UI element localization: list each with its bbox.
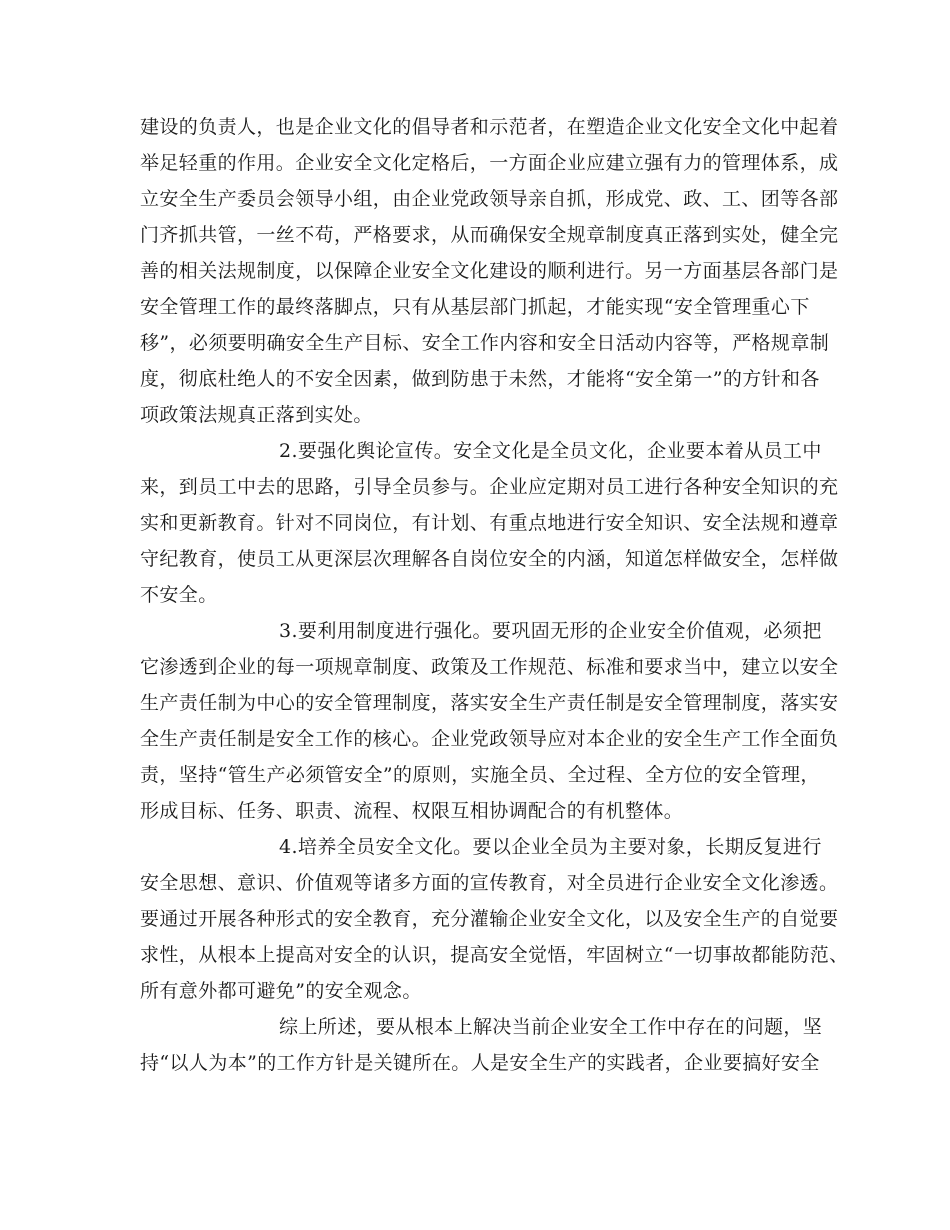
text-line: 守纪教育，使员工从更深层次理解各自岗位安全的内涵，知道怎样做安全，怎样做 [140,548,839,570]
text-line: 举足轻重的作用。企业安全文化定格后，一方面企业应建立强有力的管理体系，成 [140,152,839,174]
text-line: 度，彻底杜绝人的不安全因素，做到防患于未然，才能将“安全第一”的方针和各 [140,368,820,390]
text-line: 生产责任制为中心的安全管理制度，落实安全生产责任制是安全管理制度，落实安 [140,692,839,714]
paragraph-start-line: 3.要利用制度进行强化。要巩固无形的企业安全价值观，必须把 [279,620,822,642]
text-line: 立安全生产委员会领导小组，由企业党政领导亲自抓，形成党、政、工、团等各部 [140,188,839,210]
text-line: 求性，从根本上提高对安全的认识，提高安全觉悟，牢固树立“一切事故都能防范、 [140,944,849,966]
text-line: 移”，必须要明确安全生产目标、安全工作内容和安全日活动内容等，严格规章制 [140,332,830,354]
text-line: 所有意外都可避免”的安全观念。 [140,980,422,1002]
text-line: 建设的负责人，也是企业文化的倡导者和示范者，在塑造企业文化安全文化中起着 [140,116,839,138]
text-line: 要通过开展各种形式的安全教育，充分灌输企业安全文化，以及安全生产的自觉要 [140,908,839,930]
text-line: 来，到员工中去的思路，引导全员参与。企业应定期对员工进行各种安全知识的充 [140,476,839,498]
paragraph-start-line: 2.要强化舆论宣传。安全文化是全员文化，企业要本着从员工中 [279,440,822,462]
text-line: 门齐抓共管，一丝不苟，严格要求，从而确保安全规章制度真正落到实处，健全完 [140,224,839,246]
paragraph-start-line: 综上所述，要从根本上解决当前企业安全工作中存在的问题，坚 [279,1016,823,1038]
text-line: 持“以人为本”的工作方针是关键所在。人是安全生产的实践者，企业要搞好安全 [140,1052,820,1074]
text-line: 项政策法规真正落到实处。 [140,404,373,426]
text-line: 安全管理工作的最终落脚点，只有从基层部门抓起，才能实现“安全管理重心下 [140,296,810,318]
text-line: 全生产责任制是安全工作的核心。企业党政领导应对本企业的安全生产工作全面负 [140,728,839,750]
text-line: 实和更新教育。针对不同岗位，有计划、有重点地进行安全知识、安全法规和遵章 [140,512,839,534]
text-line: 形成目标、任务、职责、流程、权限互相协调配合的有机整体。 [140,800,684,822]
text-line: 不安全。 [140,584,218,606]
paragraph-start-line: 4.培养全员安全文化。要以企业全员为主要对象，长期反复进行 [279,836,822,858]
text-line: 它渗透到企业的每一项规章制度、政策及工作规范、标准和要求当中，建立以安全 [140,656,839,678]
text-line: 善的相关法规制度，以保障企业安全文化建设的顺利进行。另一方面基层各部门是 [140,260,839,282]
text-line: 责，坚持“管生产必须管安全”的原则，实施全员、全过程、全方位的安全管理， [140,764,820,786]
text-line: 安全思想、意识、价值观等诸多方面的宣传教育，对全员进行企业安全文化渗透。 [140,872,839,894]
